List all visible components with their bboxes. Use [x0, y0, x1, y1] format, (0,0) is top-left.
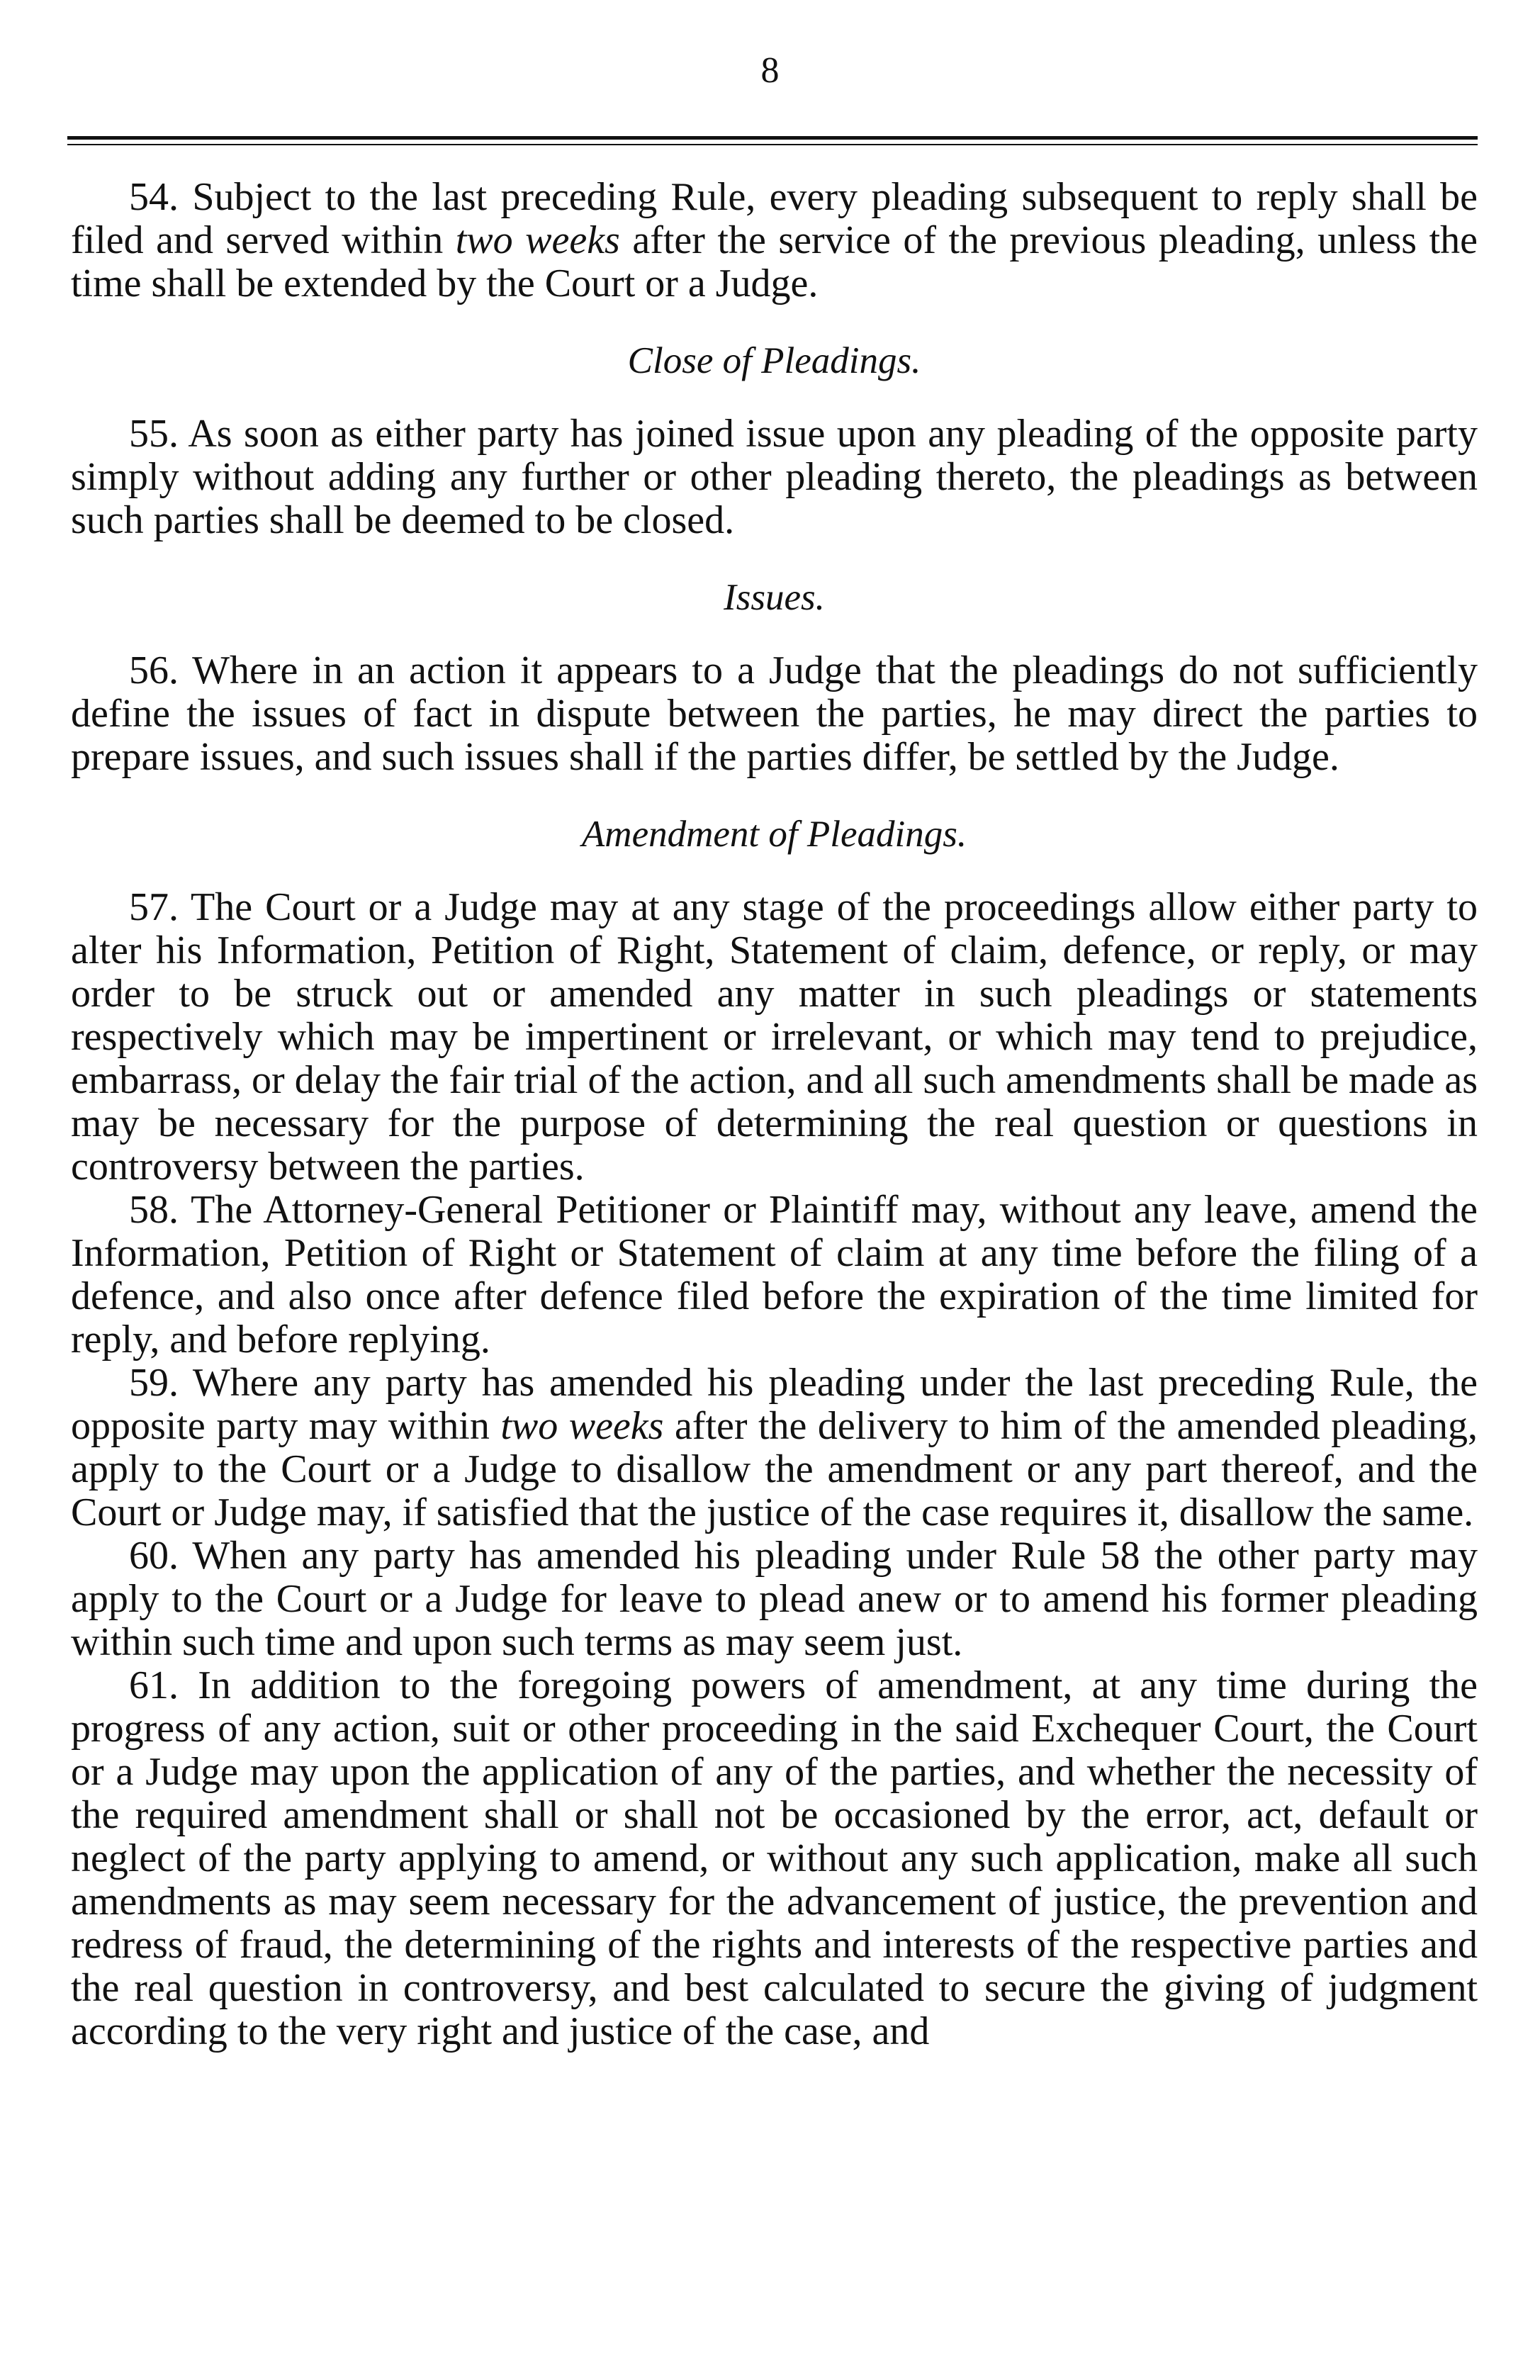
rule-59-emphasis: two weeks [500, 1404, 664, 1448]
rule-58-paragraph: 58. The Attorney-General Petitioner or Plaintiff may, without any leave, amend the Information, Petition of Right or Statement of claim at any time before the filing of a defence, and also once after defence filed before the expiration of the time limited for reply, and before replying. [71, 1188, 1478, 1362]
rule-57-paragraph: 57. The Court or a Judge may at any stage of the proceedings allow either party to alter his Information, Petition of Right, Statement of claim, defence, or reply, or may order to be struck out or amended any matter in such pleadings or statements respectively which may be impertinent or irrelevant, or which may tend to prejudice, embarrass, or delay the fair trial of the action, and all such amendments shall be made as may be necessary for the purpose of determining the real question or questions in controversy between the parties. [71, 885, 1478, 1189]
heading-amendment-of-pleadings: Amendment of Pleadings. [581, 814, 967, 855]
rule-61-paragraph: 61. In addition to the foregoing powers of amendment, at any time during the progress of any action, suit or other proceeding in the said Exchequer Court, the Court or a Judge may upon the application of any of the parties, and whether the necessity of the required amendment shall or shall not be occasioned by the error, act, default or neglect of the party applying to amend, or without any such application, make all such amendments as may seem necessary for the advancement of justice, the prevention and redress of fraud, the determining of the rights and interests of the respective parties and the real question in controversy, and best calculated to secure the giving of judgment according to the very right and justice of the case, and [71, 1663, 1478, 2053]
rule-59-paragraph [71, 1362, 1478, 1534]
header-rule-thick [67, 136, 1478, 140]
rule-59-text-before: 59. Where any party has amended his pleading under the last preceding Rule, the opposite party may within [71, 1361, 1478, 1448]
page-number: 8 [760, 50, 780, 91]
rule-54-paragraph [71, 176, 1478, 305]
rule-56-paragraph: 56. Where in an action it appears to a Judge that the pleadings do not sufficiently define the issues of fact in dispute between the parties, he may direct the parties to prepare issues, and such issues shall if the parties differ, be settled by the Judge. [71, 649, 1478, 779]
rule-55-paragraph: 55. As soon as either party has joined issue upon any pleading of the opposite party simply without adding any further or other pleading thereto, the pleadings as between such parties shall be deemed to be closed. [71, 412, 1478, 542]
heading-issues: Issues. [724, 577, 825, 618]
header-rule-thin [67, 144, 1478, 145]
rule-54-text-before: 54. Subject to the last preceding Rule, every pleading subsequent to reply shall be filed and served within [71, 175, 1478, 262]
rule-54-emphasis: two weeks [455, 218, 620, 262]
heading-close-of-pleadings: Close of Pleadings. [627, 340, 921, 381]
rule-59-text-after: after the delivery to him of the amended pleading, apply to the Court or a Judge to disallow the amendment or any part thereof, and the Court or Judge may, if satisfied that the justice of the case requires it, disallow the same. [71, 1404, 1478, 1534]
document-body [71, 176, 1478, 2053]
rule-54-text-after: after the service of the previous pleading, unless the time shall be extended by the Court or a Judge. [71, 218, 1478, 305]
rule-60-paragraph: 60. When any party has amended his pleading under Rule 58 the other party may apply to the Court or a Judge for leave to plead anew or to amend his former pleading within such time and upon such terms as may seem just. [71, 1534, 1478, 1664]
